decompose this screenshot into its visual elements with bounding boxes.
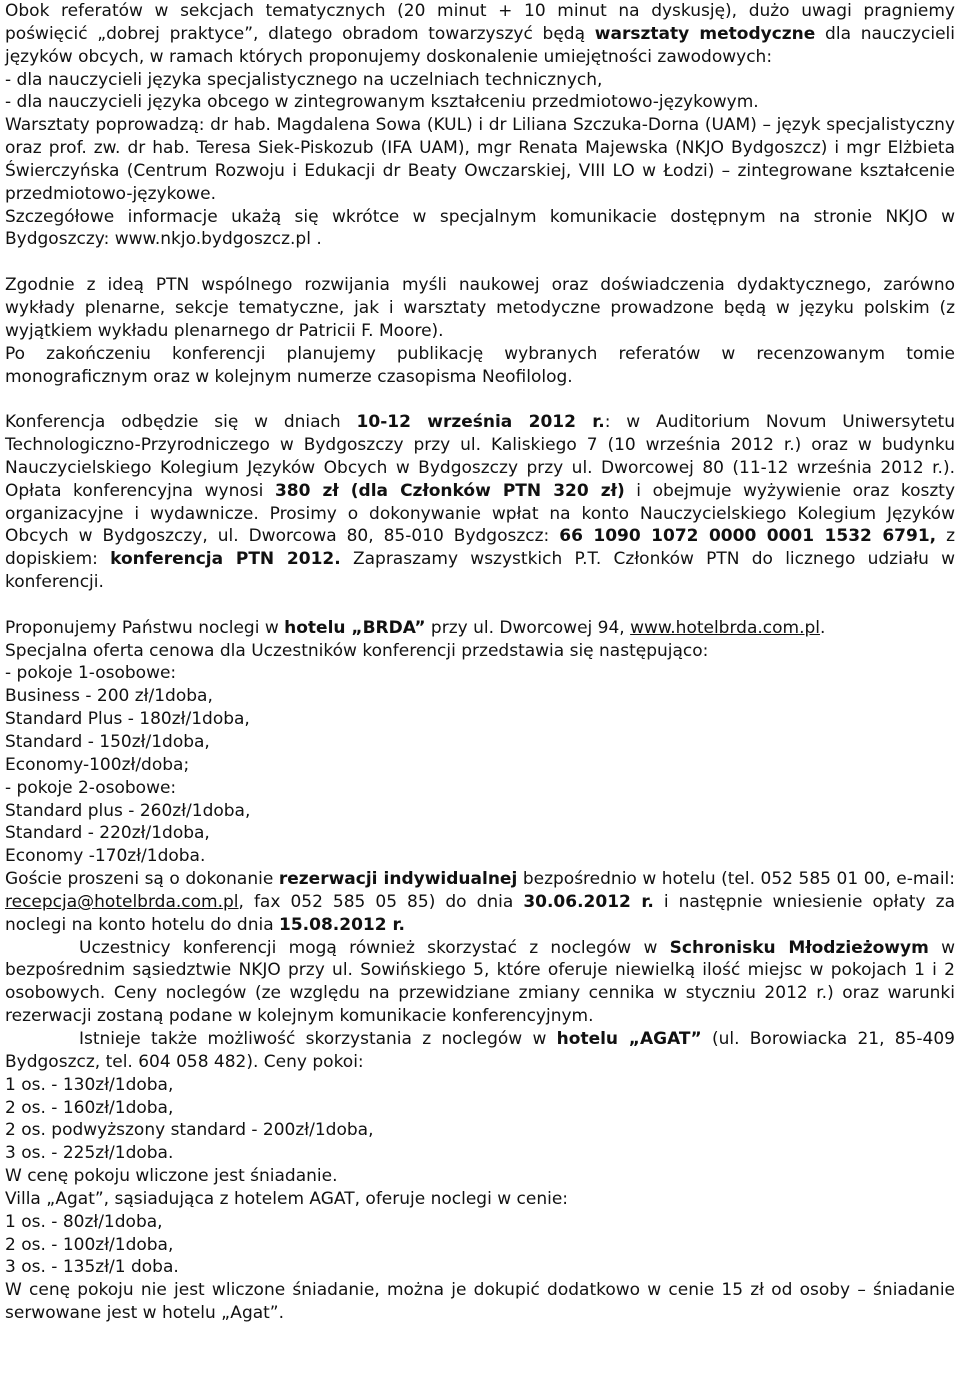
villa-price: 1 os. - 80zł/1doba, — [5, 1211, 163, 1232]
brda-double-price: Economy -170zł/1doba. — [5, 846, 206, 867]
text: Uczestnicy konferencji mogą również skorzystać z noclegów w — [79, 937, 670, 958]
hotel-brda-link[interactable]: www.hotelbrda.com.pl — [630, 617, 821, 638]
workshops-highlight: warsztaty metodyczne — [594, 23, 816, 44]
text: : w Auditorium Novum Uniwersytetu Technologiczno-Przyrodniczego w Bydgoszczy przy ul. Kaliskiego 7 (10 września 2012 r.) oraz w budynku Nauczycielskiego Kolegium Języków Obcych w Bydgoszczy przy ul. Dworcowej 80 (11-12 września 2012 r.). Opłata konferencyjna wynosi — [5, 412, 955, 501]
brda-single-header: - pokoje 1-osobowe: — [5, 663, 177, 684]
hotel-email-link[interactable]: recepcja@hotelbrda.com.pl — [5, 891, 239, 912]
payment-reference: konferencja PTN 2012. — [110, 549, 341, 570]
text: Proponujemy Państwu noclegi w — [5, 617, 285, 638]
villa-price: 3 os. - 135zł/1 doba. — [5, 1257, 179, 1278]
brda-single-price: Standard - 150zł/1doba, — [5, 732, 210, 752]
hotel-brda-name: hotelu „BRDA” — [284, 617, 426, 638]
text: bezpośrednio w hotelu (tel. 052 585 01 00, e-mail: — [517, 869, 956, 890]
special-offer: Specjalna oferta cenowa dla Uczestników konferencji przedstawia się następująco: — [5, 640, 709, 661]
conference-fee: 380 zł (dla Członków PTN 320 zł) — [274, 480, 625, 501]
brda-double-header: - pokoje 2-osobowe: — [5, 777, 177, 798]
brda-single-price: Standard Plus - 180zł/1doba, — [5, 709, 250, 730]
publication-info: Po zakończeniu konferencji planujemy publikację wybranych referatów w recenzowanym tomie monograficznym oraz w kolejnym numerze czasopisma Neofilolog. — [5, 343, 955, 387]
text: i obejmuje wyżywienie oraz koszty organizacyjne i wydawnicze. Prosimy o dokonywanie wpłat na konto Nauczycielskiego Kolegium Języków Obcych w Bydgoszczy, ul. Dworcowa 80, 85-010 Bydgoszcz: — [5, 480, 955, 547]
details-info: Szczegółowe informacje ukażą się wkrótce w specjalnym komunikacie dostępnym na stronie NKJO w Bydgoszczy: www.nkjo.bydgoszcz.pl . — [5, 206, 955, 250]
text: Goście proszeni są o dokonanie — [5, 869, 279, 890]
reservation-info — [5, 868, 955, 937]
villa-price: 2 os. - 100zł/1doba, — [5, 1234, 174, 1255]
workshops-intro — [5, 0, 955, 69]
text: Obok referatów w sekcjach tematycznych (20 minut + 10 minut na dyskusję), dużo uwagi pragniemy poświęcić „dobrej praktyce”, dlatego obradom towarzyszyć będą — [5, 1, 955, 44]
text: (ul. Borowiacka 21, 85-409 Bydgoszcz, tel. 604 058 482). Ceny pokoi: — [5, 1028, 955, 1072]
hotel-agat-name: hotelu „AGAT” — [556, 1028, 702, 1049]
text: Konferencja odbędzie się w dniach — [5, 412, 357, 433]
text: z dopiskiem: — [5, 526, 956, 570]
villa-agat-intro: Villa „Agat”, sąsiadująca z hotelem AGAT, oferuje noclegi w cenie: — [5, 1188, 569, 1209]
hotel-agat-intro — [5, 1028, 955, 1074]
conference-dates: 10-12 września 2012 r. — [356, 412, 605, 433]
text: i następnie wniesienie opłaty za noclegi na konto hotelu do dnia — [5, 891, 955, 935]
hostel-name: Schronisku Młodzieżowym — [669, 937, 929, 958]
spacer — [5, 251, 955, 274]
payment-deadline: 15.08.2012 r. — [279, 914, 405, 935]
brda-double-price: Standard plus - 260zł/1doba, — [5, 800, 251, 821]
brda-single-price: Economy-100zł/doba; — [5, 754, 190, 775]
text: dla nauczycieli języków obcych, w ramach których proponujemy doskonalenie umiejętności zawodowych: — [5, 23, 956, 67]
brda-single-price: Business - 200 zł/1doba, — [5, 686, 213, 707]
hotel-brda-intro — [5, 617, 955, 640]
agat-price: 3 os. - 225zł/1doba. — [5, 1143, 174, 1164]
agat-price: 2 os. podwyższony standard - 200zł/1doba, — [5, 1120, 374, 1141]
spacer — [5, 594, 955, 617]
language-policy: Zgodnie z ideą PTN wspólnego rozwijania myśli naukowej oraz doświadczenia dydaktycznego, zarówno wykłady plenarne, sekcje tematyczne, jak i warsztaty metodyczne prowadzone będą w języku polskim (z wyjątkiem wykładu plenarnego dr Patricii F. Moore). — [5, 275, 955, 341]
text: w bezpośrednim sąsiedztwie NKJO przy ul. Sowińskiego 5, które oferuje niewielką ilość miejsc w pokojach 1 i 2 osobowych. Ceny noclegów (ze względu na przewidziane zmiany cennika w styczniu 2012 r.) oraz warunki rezerwacji zostaną podane w kolejnym komunikacie konferencyjnym. — [5, 937, 955, 1027]
agat-breakfast-note: W cenę pokoju wliczone jest śniadanie. — [5, 1166, 338, 1187]
bank-account: 66 1090 1072 0000 0001 1532 6791, — [559, 526, 937, 547]
workshop-item-technical: - dla nauczycieli języka specjalistycznego na uczelniach technicznych, — [5, 69, 603, 90]
reservation-type: rezerwacji indywidualnej — [278, 869, 518, 890]
agat-price: 1 os. - 130zł/1doba, — [5, 1074, 174, 1095]
hostel-info — [5, 937, 955, 1028]
villa-breakfast-note: W cenę pokoju nie jest wliczone śniadanie, można je dokupić dodatkowo w cenie 15 zł od osoby – śniadanie serwowane jest w hotelu „Agat”. — [5, 1280, 955, 1324]
workshop-leaders: Warsztaty poprowadzą: dr hab. Magdalena Sowa (KUL) i dr Liliana Szczuka-Dorna (UAM) – język specjalistyczny oraz prof. zw. dr hab. Teresa Siek-Piskozub (IFA UAM), mgr Renata Majewska (NKJO Bydgoszcz) i mgr Elżbieta Świerczyńska (Centrum Rozwoju i Edukacji dr Beaty Owczarskiej, VIII LO w Łodzi) – zintegrowane kształcenie przedmiotowo-językowe. — [5, 115, 955, 204]
spacer — [5, 388, 955, 411]
text: przy ul. Dworcowej 94, — [425, 617, 631, 638]
workshop-item-clil: - dla nauczycieli języka obcego w zintegrowanym kształceniu przedmiotowo-językowym. — [5, 92, 759, 113]
text: Istnieje także możliwość skorzystania z noclegów w — [79, 1028, 557, 1049]
conference-details — [5, 411, 955, 594]
text: . — [820, 617, 826, 638]
text: Zapraszamy wszystkich P.T. Członków PTN do licznego udziału w konferencji. — [5, 549, 956, 593]
reservation-deadline: 30.06.2012 r. — [523, 891, 654, 912]
agat-price: 2 os. - 160zł/1doba, — [5, 1097, 174, 1118]
text: , fax 052 585 05 85) do dnia — [238, 891, 524, 912]
brda-double-price: Standard - 220zł/1doba, — [5, 823, 210, 844]
